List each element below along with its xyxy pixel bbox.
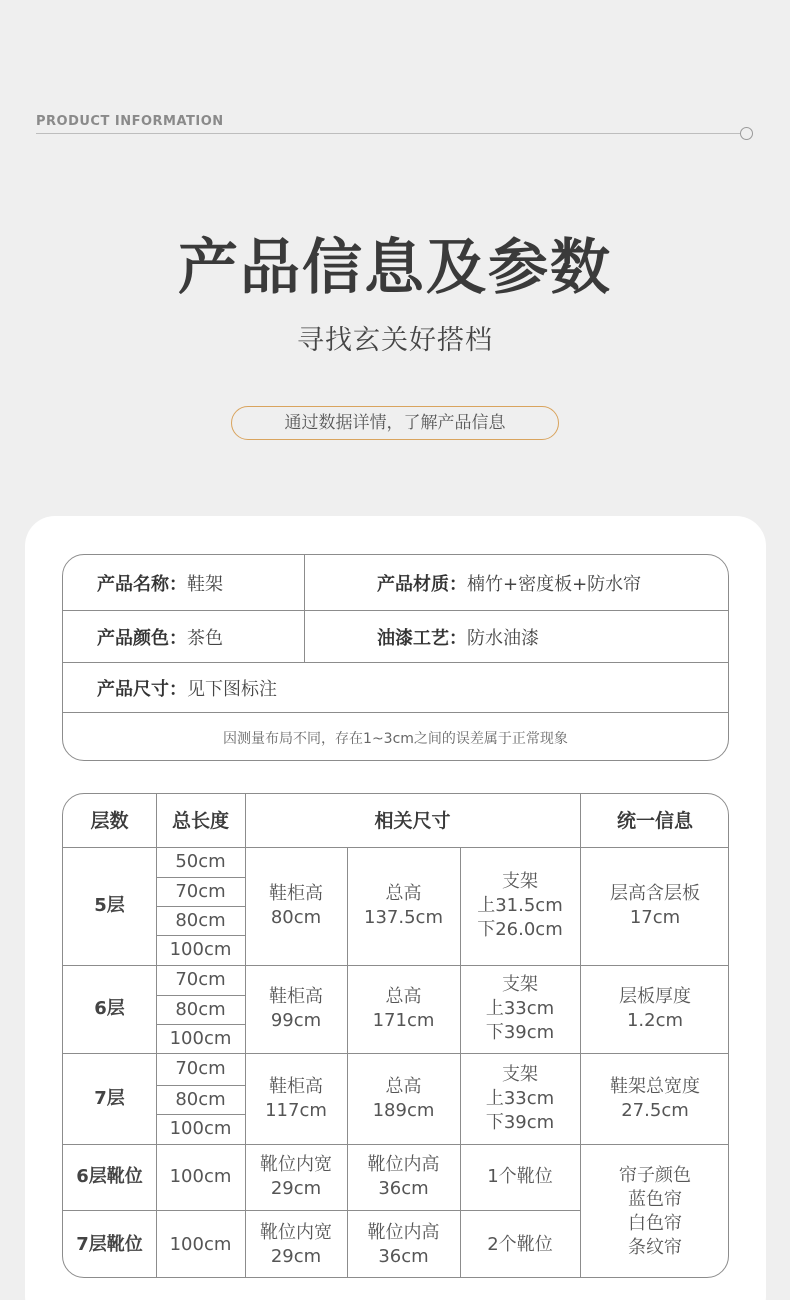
length-cell: 50cm [175,851,226,872]
intro-pill: 通过数据详情，了解产品信息 [231,406,559,440]
common-info-cell: 鞋架总宽度 27.5cm [610,1075,700,1121]
stand-cell: 支架 上33cm 下39cm [485,1063,555,1133]
boot-height-cell: 靴位内高 36cm [367,1154,440,1199]
curtain-color-cell: 帘子颜色 蓝色帘 白色帘 条纹帘 [619,1164,691,1258]
color-label: 产品颜色： [97,627,187,649]
length-cell: 80cm [175,909,226,931]
length-cell: 100cm [169,1166,232,1187]
length-cell: 80cm [175,1088,226,1110]
circle-icon [740,127,753,140]
size-value: 见下图标注 [187,678,277,700]
info-table [62,554,729,761]
info-row-color [63,611,728,663]
spec-table [62,793,729,1278]
header-length: 总长度 [171,809,229,832]
size-label: 产品尺寸： [97,678,187,700]
common-info-cell: 层板厚度 1.2cm [619,986,691,1031]
header-layers: 层数 [90,809,129,832]
length-cell: 70cm [175,880,226,902]
name-value: 鞋架 [187,573,223,595]
page-title: 产品信息及参数 [178,233,612,303]
length-cell: 100cm [169,1027,232,1049]
boot-height-cell: 靴位内高 36cm [367,1221,440,1267]
material-label: 产品材质： [377,573,467,595]
cabinet-height-cell: 鞋柜高 99cm [269,986,323,1031]
length-cell: 70cm [175,969,226,990]
row-6-layers-label: 6层 [94,998,125,1019]
boot-count-cell: 2个靴位 [487,1233,553,1255]
material-value: 楠竹+密度板+防水帘 [467,573,642,595]
paint-value: 防水油漆 [467,627,539,649]
color-value: 茶色 [187,627,223,649]
paint-label: 油漆工艺： [377,627,467,649]
section-eyebrow: PRODUCT INFORMATION [36,114,224,129]
page-subtitle: 寻找玄关好搭档 [297,325,493,356]
eyebrow-divider [36,133,742,134]
length-cell: 100cm [169,1233,232,1255]
info-row-name [63,555,728,611]
length-cell: 80cm [175,998,226,1020]
length-cell: 100cm [169,939,232,960]
boot-width-cell: 靴位内宽 29cm [260,1221,332,1267]
row-6-boot-label: 6层靴位 [76,1166,143,1187]
row-7-layers-label: 7层 [94,1087,125,1109]
row-7-boot-label: 7层靴位 [76,1233,143,1255]
length-cell: 70cm [175,1058,226,1079]
common-info-cell: 层高含层板 17cm [610,883,700,928]
boot-width-cell: 靴位内宽 29cm [260,1154,332,1199]
measurement-note: 因测量布局不同，存在1~3cm之间的误差属于正常现象 [223,730,568,747]
header-dimensions: 相关尺寸 [374,809,451,832]
stand-cell: 支架 上31.5cm 下26.0cm [477,871,563,940]
info-row-note [63,713,728,761]
cabinet-height-cell: 鞋柜高 117cm [265,1075,327,1121]
row-5-layers-label: 5层 [94,895,125,916]
name-label: 产品名称： [97,573,187,595]
boot-count-cell: 1个靴位 [487,1166,553,1187]
total-height-cell: 总高 137.5cm [364,883,443,928]
header-common-info: 统一信息 [616,809,693,832]
stand-cell: 支架 上33cm 下39cm [485,974,555,1043]
total-height-cell: 总高 189cm [372,1075,435,1121]
info-row-size [63,663,728,713]
length-cell: 100cm [169,1118,232,1139]
cabinet-height-cell: 鞋柜高 80cm [269,883,323,928]
total-height-cell: 总高 171cm [372,986,435,1031]
